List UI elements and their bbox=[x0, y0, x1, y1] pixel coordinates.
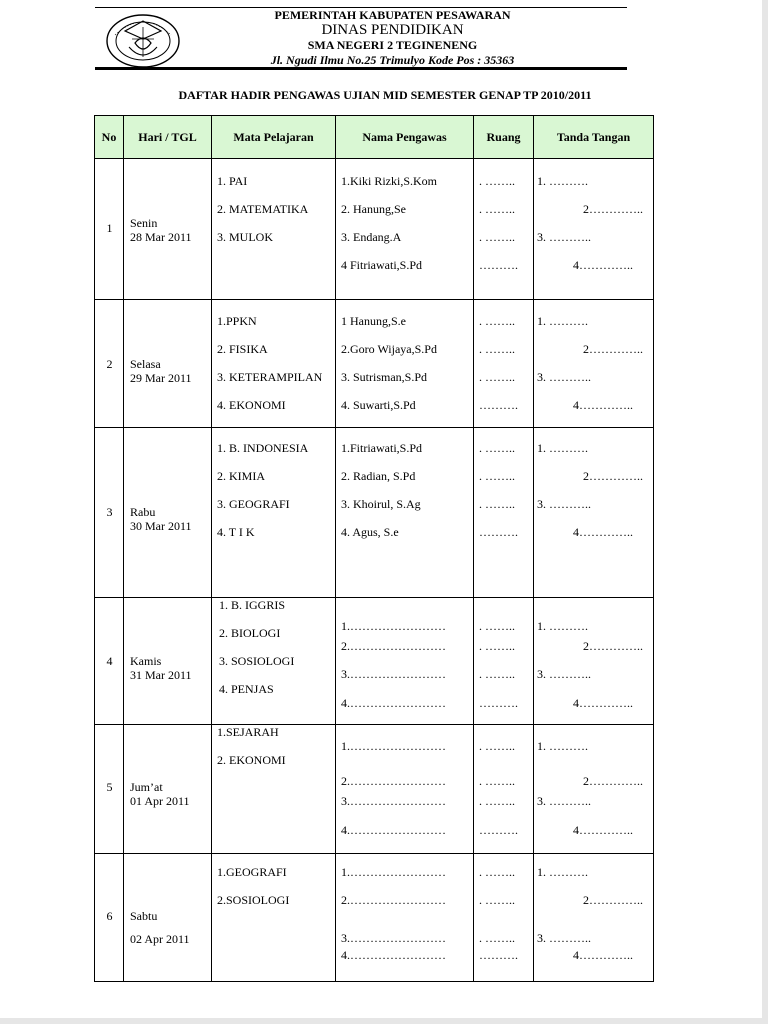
room-blank: . …….. bbox=[479, 342, 515, 356]
table-row bbox=[95, 725, 654, 854]
room-blank: . …….. bbox=[479, 230, 515, 244]
signature-blank: 2………….. bbox=[583, 342, 643, 356]
supervisor-cell bbox=[336, 428, 474, 598]
supervisor-cell bbox=[336, 725, 474, 854]
page-edge-right bbox=[762, 0, 768, 1024]
day-date-cell bbox=[124, 300, 212, 428]
supervisor-name: 2.Goro Wijaya,S.Pd bbox=[341, 342, 437, 356]
signature-blank: 4………….. bbox=[573, 258, 633, 272]
supervisor-name: 3. Endang.A bbox=[341, 230, 402, 244]
room-blank: . …….. bbox=[479, 774, 515, 788]
row-number: 6 bbox=[106, 909, 113, 923]
supervisor-name: 4.…………………… bbox=[341, 823, 446, 837]
exam-day: Kamis bbox=[130, 654, 162, 668]
supervisor-name: 2.…………………… bbox=[341, 893, 446, 907]
subject-item: 2. BIOLOGI bbox=[219, 626, 281, 640]
room-blank: ………. bbox=[479, 398, 518, 412]
signature-cell bbox=[534, 300, 654, 428]
supervisor-name: 2. Radian, S.Pd bbox=[341, 469, 416, 483]
row-number-cell bbox=[95, 428, 124, 598]
row-number-cell bbox=[95, 598, 124, 725]
room-blank: ………. bbox=[479, 525, 518, 539]
table-row bbox=[95, 300, 654, 428]
header-bottom-rule bbox=[95, 67, 627, 70]
agency-name: DINAS PENDIDIKAN bbox=[321, 22, 464, 38]
subject-item: 3. MULOK bbox=[217, 230, 273, 244]
supervisor-name: 2.…………………… bbox=[341, 639, 446, 653]
exam-date: 01 Apr 2011 bbox=[130, 794, 190, 808]
subject-item: 3. SOSIOLOGI bbox=[219, 654, 295, 668]
supervisor-name: 4.…………………… bbox=[341, 948, 446, 962]
subject-cell bbox=[212, 428, 336, 598]
subject-item: 2. MATEMATIKA bbox=[217, 202, 309, 216]
subject-cell bbox=[212, 725, 336, 854]
exam-date: 31 Mar 2011 bbox=[130, 668, 192, 682]
subject-item: 1.GEOGRAFI bbox=[217, 865, 287, 879]
exam-date: 28 Mar 2011 bbox=[130, 230, 192, 244]
supervisor-name: 1 Hanung,S.e bbox=[341, 314, 406, 328]
subject-item: 1.SEJARAH bbox=[217, 725, 279, 739]
room-blank: . …….. bbox=[479, 202, 515, 216]
subject-item: 1. B. IGGRIS bbox=[219, 598, 286, 612]
row-number: 3 bbox=[106, 505, 113, 519]
room-cell bbox=[474, 854, 534, 982]
signature-blank: 1. ………. bbox=[537, 739, 588, 753]
supervisor-name: 4. Suwarti,S.Pd bbox=[341, 398, 416, 412]
day-date-cell bbox=[124, 159, 212, 300]
subject-cell bbox=[212, 854, 336, 982]
subject-item: 4. T I K bbox=[217, 525, 255, 539]
room-cell bbox=[474, 300, 534, 428]
table-row bbox=[95, 159, 654, 300]
subject-item: 4. PENJAS bbox=[219, 682, 274, 696]
document-title: DAFTAR HADIR PENGAWAS UJIAN MID SEMESTER GENAP TP 2010/2011 bbox=[178, 88, 592, 102]
table-header-row bbox=[95, 116, 654, 159]
signature-blank: 1. ………. bbox=[537, 441, 588, 455]
signature-cell bbox=[534, 598, 654, 725]
day-date-cell bbox=[124, 725, 212, 854]
signature-cell bbox=[534, 159, 654, 300]
header-subject: Mata Pelajaran bbox=[212, 116, 336, 159]
signature-blank: 2………….. bbox=[583, 202, 643, 216]
room-blank: . …….. bbox=[479, 931, 515, 945]
supervisor-cell bbox=[336, 598, 474, 725]
exam-date: 29 Mar 2011 bbox=[130, 371, 192, 385]
room-blank: . …….. bbox=[479, 667, 515, 681]
exam-date: 02 Apr 2011 bbox=[130, 932, 190, 946]
day-date-cell bbox=[124, 854, 212, 982]
room-blank: ………. bbox=[479, 258, 518, 272]
subject-item: 2. EKONOMI bbox=[217, 753, 286, 767]
table-row bbox=[95, 598, 654, 725]
room-blank: . …….. bbox=[479, 469, 515, 483]
signature-blank: 2………….. bbox=[583, 893, 643, 907]
supervisor-cell bbox=[336, 854, 474, 982]
tut-wuri-handayani-logo bbox=[105, 13, 181, 69]
subject-cell bbox=[212, 300, 336, 428]
supervisor-cell bbox=[336, 300, 474, 428]
subject-item: 1.PPKN bbox=[217, 314, 257, 328]
signature-blank: 1. ………. bbox=[537, 314, 588, 328]
day-date-cell bbox=[124, 428, 212, 598]
signature-blank: 1. ………. bbox=[537, 174, 588, 188]
government-name: PEMERINTAH KABUPATEN PESAWARAN bbox=[274, 8, 511, 22]
subject-item: 3. GEOGRAFI bbox=[217, 497, 290, 511]
header-no: No bbox=[95, 116, 124, 159]
room-cell bbox=[474, 159, 534, 300]
row-number-cell bbox=[95, 725, 124, 854]
row-number-cell bbox=[95, 159, 124, 300]
header-day-date: Hari / TGL bbox=[124, 116, 212, 159]
supervisor-name: 1.…………………… bbox=[341, 739, 446, 753]
supervisor-name: 1.…………………… bbox=[341, 865, 446, 879]
room-blank: . …….. bbox=[479, 739, 515, 753]
supervisor-name: 1.…………………… bbox=[341, 619, 446, 633]
supervisor-name: 3.…………………… bbox=[341, 667, 446, 681]
exam-day: Jum’at bbox=[130, 780, 163, 794]
subject-item: 2.SOSIOLOGI bbox=[217, 893, 290, 907]
row-number: 1 bbox=[106, 221, 113, 235]
room-blank: . …….. bbox=[479, 794, 515, 808]
room-blank: . …….. bbox=[479, 174, 515, 188]
header-supervisor: Nama Pengawas bbox=[336, 116, 474, 159]
signature-blank: 2………….. bbox=[583, 774, 643, 788]
exam-date: 30 Mar 2011 bbox=[130, 519, 192, 533]
exam-day: Senin bbox=[130, 216, 158, 230]
room-blank: . …….. bbox=[479, 619, 515, 633]
subject-item: 1. B. INDONESIA bbox=[217, 441, 309, 455]
school-name: SMA NEGERI 2 TEGINENENG bbox=[307, 38, 478, 52]
supervisor-name: 4 Fitriawati,S.Pd bbox=[341, 258, 423, 272]
table-row bbox=[95, 854, 654, 982]
header-signature: Tanda Tangan bbox=[534, 116, 654, 159]
day-date-cell bbox=[124, 598, 212, 725]
signature-blank: 4………….. bbox=[573, 948, 633, 962]
signature-blank: 2………….. bbox=[583, 639, 643, 653]
supervisor-name: 4. Agus, S.e bbox=[341, 525, 399, 539]
signature-blank: 1. ………. bbox=[537, 865, 588, 879]
signature-blank: 3. ……….. bbox=[537, 931, 591, 945]
row-number: 5 bbox=[106, 780, 113, 794]
signature-blank: 4………….. bbox=[573, 525, 633, 539]
row-number-cell bbox=[95, 854, 124, 982]
room-cell bbox=[474, 428, 534, 598]
exam-day: Selasa bbox=[130, 357, 161, 371]
signature-cell bbox=[534, 854, 654, 982]
room-blank: ………. bbox=[479, 696, 518, 710]
signature-blank: 4………….. bbox=[573, 696, 633, 710]
supervisor-name: 1.Fitriawati,S.Pd bbox=[341, 441, 423, 455]
signature-blank: 1. ………. bbox=[537, 619, 588, 633]
signature-blank: 3. ……….. bbox=[537, 230, 591, 244]
supervisor-name: 3.…………………… bbox=[341, 794, 446, 808]
letterhead bbox=[190, 8, 595, 68]
page-edge-bottom bbox=[0, 1018, 768, 1024]
table-row bbox=[95, 428, 654, 598]
signature-blank: 2………….. bbox=[583, 469, 643, 483]
supervisor-name: 4.…………………… bbox=[341, 696, 446, 710]
exam-day: Sabtu bbox=[130, 909, 158, 923]
room-blank: . …….. bbox=[479, 639, 515, 653]
room-blank: ………. bbox=[479, 823, 518, 837]
supervisor-name: 2.…………………… bbox=[341, 774, 446, 788]
subject-cell bbox=[212, 159, 336, 300]
room-blank: . …….. bbox=[479, 497, 515, 511]
supervisor-name: 3. Khoirul, S.Ag bbox=[341, 497, 421, 511]
signature-blank: 3. ……….. bbox=[537, 667, 591, 681]
room-blank: . …….. bbox=[479, 893, 515, 907]
signature-blank: 4………….. bbox=[573, 823, 633, 837]
row-number: 2 bbox=[106, 357, 113, 371]
subject-cell bbox=[212, 598, 336, 725]
subject-item: 2. FISIKA bbox=[217, 342, 268, 356]
supervisor-name: 1.Kiki Rizki,S.Kom bbox=[341, 174, 438, 188]
row-number: 4 bbox=[106, 654, 113, 668]
subject-item: 4. EKONOMI bbox=[217, 398, 286, 412]
room-blank: . …….. bbox=[479, 370, 515, 384]
supervisor-cell bbox=[336, 159, 474, 300]
school-address: Jl. Ngudi Ilmu No.25 Trimulyo Kode Pos : 35363 bbox=[270, 53, 515, 67]
signature-cell bbox=[534, 725, 654, 854]
header-room: Ruang bbox=[474, 116, 534, 159]
signature-cell bbox=[534, 428, 654, 598]
room-blank: ………. bbox=[479, 948, 518, 962]
room-blank: . …….. bbox=[479, 314, 515, 328]
room-blank: . …….. bbox=[479, 441, 515, 455]
attendance-table bbox=[94, 115, 654, 982]
supervisor-name: 3.…………………… bbox=[341, 931, 446, 945]
subject-item: 3. KETERAMPILAN bbox=[217, 370, 323, 384]
room-cell bbox=[474, 725, 534, 854]
exam-day: Rabu bbox=[130, 505, 156, 519]
row-number-cell bbox=[95, 300, 124, 428]
signature-blank: 3. ……….. bbox=[537, 794, 591, 808]
subject-item: 1. PAI bbox=[217, 174, 248, 188]
supervisor-name: 2. Hanung,Se bbox=[341, 202, 406, 216]
supervisor-name: 3. Sutrisman,S.Pd bbox=[341, 370, 428, 384]
room-blank: . …….. bbox=[479, 865, 515, 879]
signature-blank: 3. ……….. bbox=[537, 497, 591, 511]
signature-blank: 4………….. bbox=[573, 398, 633, 412]
signature-blank: 3. ……….. bbox=[537, 370, 591, 384]
subject-item: 2. KIMIA bbox=[217, 469, 265, 483]
room-cell bbox=[474, 598, 534, 725]
